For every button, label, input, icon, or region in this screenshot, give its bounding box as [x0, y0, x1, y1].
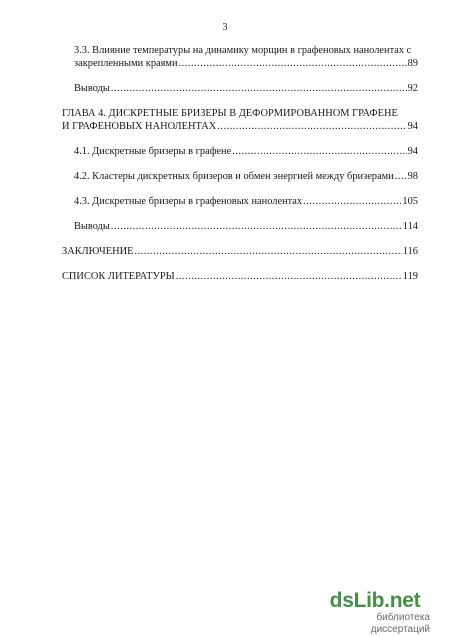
toc-page-number: 114	[402, 221, 418, 232]
dot-leader	[134, 245, 401, 258]
toc-entry-title: СПИСОК ЛИТЕРАТУРЫ	[62, 271, 175, 282]
toc-page-number: 105	[402, 196, 418, 207]
toc-entry-title: 4.3. Дискретные бризеры в графеновых нанолентах	[74, 196, 303, 207]
toc-entry-title: Выводы	[74, 83, 110, 94]
toc-entry-title: 4.1. Дискретные бризеры в графене	[74, 146, 232, 157]
toc-entry-title: ЗАКЛЮЧЕНИЕ	[62, 246, 134, 257]
toc-page-number: 119	[402, 271, 418, 282]
toc-entry-4-3[interactable]	[74, 195, 418, 208]
dslib-caption: библиотека диссертаций	[370, 612, 430, 635]
dslib-logo: dsLib.net	[329, 589, 421, 612]
toc-entry-3-3[interactable]	[74, 44, 418, 70]
toc-page-number: 116	[402, 246, 418, 257]
toc-entry-title-line1: ГЛАВА 4. ДИСКРЕТНЫЕ БРИЗЕРЫ В ДЕФОРМИРОВАННОМ ГРАФЕНЕ	[62, 108, 398, 119]
toc-page-number: 98	[407, 171, 418, 182]
toc-entry-title: Выводы	[74, 221, 110, 232]
dot-leader	[232, 145, 406, 158]
toc-page-number: 89	[407, 58, 418, 69]
toc-entry-conclusions-ch4[interactable]	[74, 220, 418, 233]
toc-page-number: 94	[407, 121, 418, 132]
dot-leader	[395, 170, 407, 183]
table-of-contents	[62, 44, 418, 283]
toc-page-number: 92	[407, 83, 418, 94]
toc-entry-4-2[interactable]	[74, 170, 418, 183]
toc-page-number: 94	[407, 146, 418, 157]
dslib-watermark[interactable]	[320, 590, 430, 636]
page-number: 3	[222, 22, 228, 33]
dot-leader	[303, 195, 401, 208]
dot-leader	[176, 270, 402, 283]
dot-leader	[179, 57, 407, 70]
toc-entry-references[interactable]	[62, 270, 418, 283]
toc-entry-title: 4.2. Кластеры дискретных бризеров и обмен энергией между бризерами	[74, 171, 394, 182]
toc-entry-chapter-4[interactable]	[62, 107, 418, 133]
dot-leader	[217, 120, 406, 133]
toc-entry-4-1[interactable]	[74, 145, 418, 158]
toc-entry-title-line1: 3.3. Влияние температуры на динамику морщин в графеновых нанолентах с	[74, 45, 412, 56]
dot-leader	[111, 82, 407, 95]
toc-entry-conclusions-ch3[interactable]	[74, 82, 418, 95]
toc-entry-title-line2: И ГРАФЕНОВЫХ НАНОЛЕНТАХ	[62, 121, 217, 132]
toc-entry-conclusion[interactable]	[62, 245, 418, 258]
dot-leader	[111, 220, 402, 233]
toc-entry-title-line2: закрепленными краями	[74, 58, 178, 69]
